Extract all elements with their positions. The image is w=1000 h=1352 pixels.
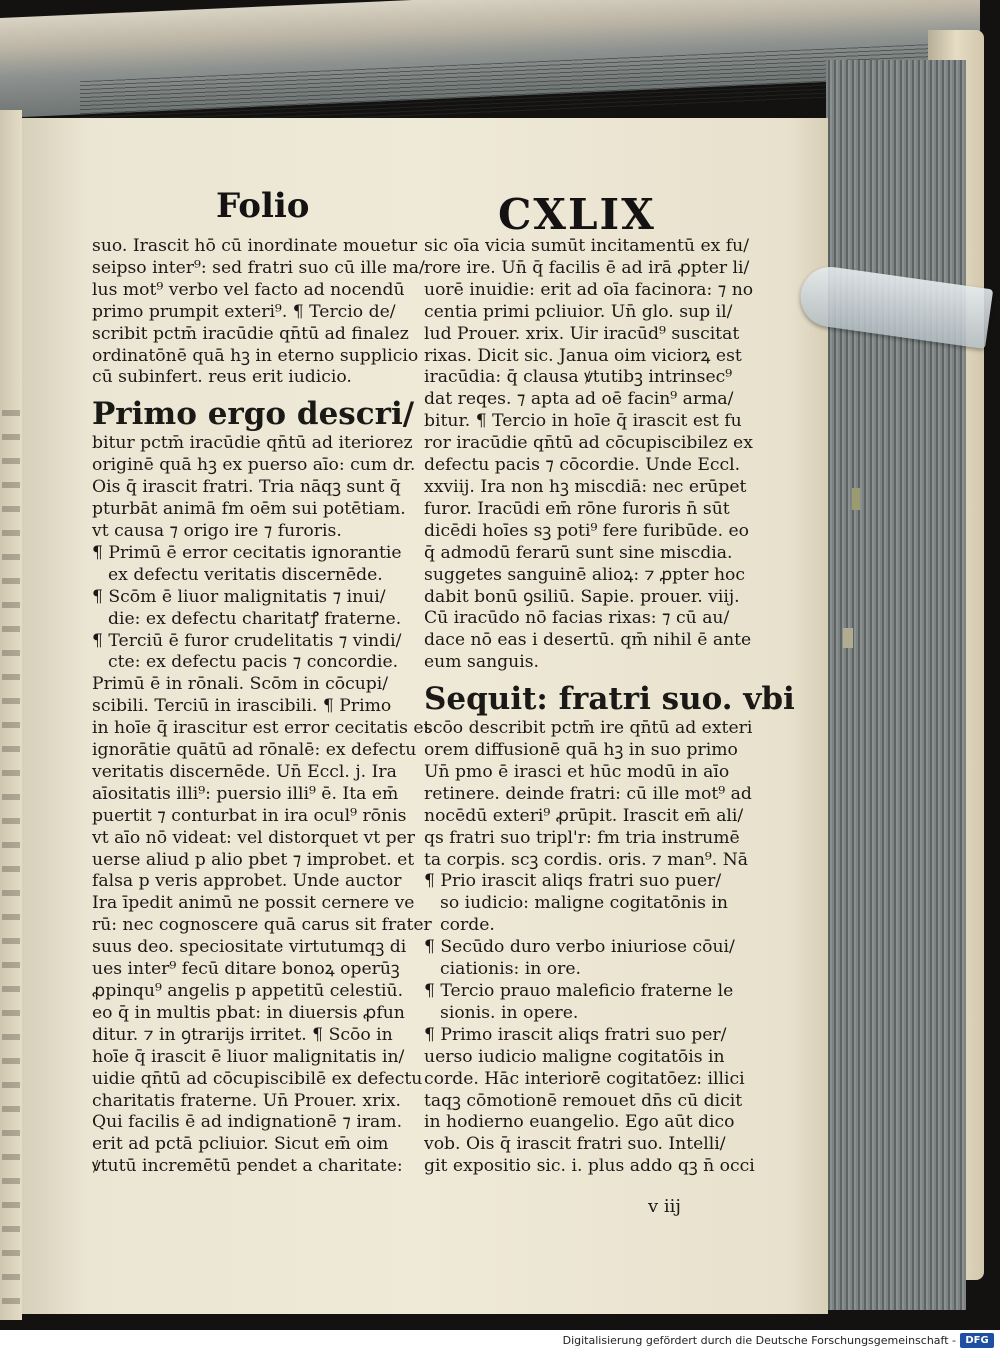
text-line: bitur. ¶ Tercio in hoīe q̄ irascit est fu: [424, 411, 742, 432]
text-line: rixas. Dicit sic. Janua oim viciorꝝ est: [424, 345, 742, 366]
text-line: pturbāt animā fm oēm sui potētiam.: [92, 499, 406, 520]
text-line: uorē inuidie: erit ad oīa facinora: ⁊ no: [424, 279, 754, 300]
page-tab-marker: [852, 488, 860, 510]
text-line: seipso inter⁹: sed fratri suo cū ille ma/: [92, 257, 425, 278]
text-line: Cū iracūdo nō facias rixas: ⁊ cū au/: [424, 608, 730, 629]
text-line: ¶ Prio irascit aliqs fratri suo puer/: [424, 871, 722, 892]
text-line: centia primi pcliuior. Un̄ glo. sup il/: [424, 301, 733, 322]
text-line: ¶ Primo irascit aliqs fratri suo per/: [424, 1024, 727, 1045]
text-line: eo q̄ in multis pbat: in diuersis ꝓfun: [92, 1002, 405, 1023]
text-line: ta corpis. scꝫ cordis. oris. ⁊ man⁹. Nā: [424, 849, 749, 870]
text-line: hoīe q̄ irascit ē liuor malignitatis in/: [92, 1046, 405, 1067]
text-line: aīositatis illi⁹: puersio illi⁹ ē. Ita em̄: [92, 783, 399, 804]
text-line: xxviij. Ira non hꝫ miscdiā: nec erūpet: [424, 476, 747, 497]
right-paragraph-b: [424, 718, 753, 871]
text-line: vob. Ois q̄ irascit fratri suo. Intelli/: [424, 1134, 726, 1155]
text-line: defectu pacis ⁊ cōcordie. Unde Eccl.: [424, 455, 741, 476]
text-line: git expositio sic. i. plus addo qꝫ n̄ occi: [424, 1156, 755, 1177]
text-line: vt causa ⁊ origo ire ⁊ furoris.: [92, 520, 342, 541]
right-list: [424, 871, 746, 1024]
text-line: corde.: [440, 915, 495, 936]
text-line: rū: nec cognoscere quā carus sit frater: [92, 915, 432, 936]
left-heading: Primo ergo descri/: [92, 396, 415, 433]
text-line: ues inter⁹ fecū ditare bonoꝝ operūꝫ: [92, 959, 400, 980]
right-text-column: [424, 236, 795, 1178]
text-line: dace nō eas i desertū. qm̄ nihil ē ante: [424, 630, 752, 651]
text-line: uidie qn̄tū ad cōcupiscibilē ex defectu: [92, 1068, 423, 1089]
text-line: ¶ Primū ē error cecitatis ignorantie: [92, 542, 402, 563]
footer-bar: [0, 1330, 1000, 1352]
left-list: [92, 543, 412, 674]
text-line: uerso iudicio maligne cogitatōis in: [424, 1046, 725, 1067]
text-line: Qui facilis ē ad indignationē ⁊ iram.: [92, 1112, 403, 1133]
text-line: veritatis discernēde. Un̄ Eccl. j. Ira: [92, 761, 397, 782]
text-line: cte: ex defectu pacis ⁊ concordie.: [108, 652, 399, 673]
text-line: vt aīo nō videat: vel distorquet vt per: [92, 827, 416, 848]
text-line: Primū ē in rōnali. Scōm in cōcupi/: [92, 674, 389, 695]
text-line: die: ex defectu charitatꝭ fraterne.: [108, 608, 402, 629]
page-fore-edge: [826, 60, 966, 1310]
text-line: ditur. ⁊ in ꝯtrarijs irritet. ¶ Scōo in: [92, 1024, 393, 1045]
folio-label: Folio: [216, 186, 310, 226]
page-tab-marker-lower: [843, 628, 853, 648]
text-line: q̄ admodū ferarū sunt sine miscdia.: [424, 542, 733, 563]
text-line: suus deo. speciositate virtutumqꝫ di: [92, 937, 407, 958]
left-paragraph-b: [92, 433, 416, 543]
footer-credit: Digitalisierung gefördert durch die Deutsche Forschungsgemeinschaft -: [562, 1334, 956, 1347]
text-line: retinere. deinde fratri: cū ille mot⁹ ad: [424, 783, 752, 804]
text-line: qs fratri suo tripl'r: fm tria instrumē: [424, 827, 740, 848]
text-line: uerse aliud p alio pbet ⁊ improbet. et: [92, 849, 415, 870]
left-paragraph-d: [92, 674, 432, 1178]
text-line: ¶ Secūdo duro verbo iniuriose cōui/: [424, 937, 735, 958]
text-line: primo prumpit exteri⁹. ¶ Tercio de/: [92, 301, 396, 322]
text-line: ciationis: in ore.: [440, 959, 581, 980]
text-line: ror iracūdie qn̄tū ad cōcupiscibilez ex: [424, 433, 753, 454]
text-line: dicēdi hoīes sꝫ poti⁹ fere furibūde. eo: [424, 520, 750, 541]
text-line: bitur pctm̄ iracūdie qn̄tū ad iteriorez: [92, 433, 413, 454]
right-paragraph-a: [424, 236, 754, 674]
text-line: corde. Hāc interiorē cogitatōez: illici: [424, 1068, 745, 1089]
text-line: in hoīe q̄ irascitur est error cecitatis et: [92, 718, 431, 739]
text-line: cū subinfert. reus erit iudicio.: [92, 367, 352, 388]
text-line: ꝓpinqu⁹ angelis p appetitū celestiū.: [92, 981, 404, 1001]
text-line: ¶ Scōm ē liuor malignitatis ⁊ inui/: [92, 586, 386, 607]
text-line: ¶ Tercio prauo maleficio fraterne le: [424, 981, 734, 1001]
text-line: so iudicio: maligne cogitatōnis in: [440, 893, 728, 914]
dfg-logo[interactable]: DFG: [960, 1333, 994, 1348]
text-line: ignorātie quātū ad rōnalē: ex defectu: [92, 740, 417, 761]
left-page-sliver: [0, 110, 22, 1320]
text-line: ex defectu veritatis discernēde.: [108, 564, 383, 585]
text-line: orem diffusionē quā hꝫ in suo primo: [424, 740, 738, 761]
left-paragraph-a: [92, 236, 425, 389]
text-line: in hodierno euangelio. Ego aūt dico: [424, 1112, 735, 1133]
text-line: charitatis fraterne. Un̄ Prouer. xrix.: [92, 1090, 401, 1111]
text-line: scibili. Terciū in irascibili. ¶ Primo: [92, 696, 392, 717]
text-line: puertit ⁊ conturbat in ira ocul⁹ rōnis: [92, 805, 407, 826]
text-line: dat reqes. ⁊ apta ad oē facin⁹ arma/: [424, 389, 734, 410]
text-line: eum sanguis.: [424, 652, 539, 673]
text-line: suggetes sanguinē alioꝝ: ⁊ ꝓpter hoc: [424, 564, 745, 585]
text-line: furor. Iracūdi em̄ rōne furoris n̄ sūt: [424, 498, 730, 519]
text-line: taqꝫ cōmotionē remouet dn̄s cū dicit: [424, 1090, 743, 1111]
text-line: iracūdia: q̄ clausa ꝟtutibꝫ intrinsec⁹: [424, 367, 733, 388]
text-line: ꝟtutū incremētū pendet a charitate:: [92, 1156, 403, 1177]
text-line: Ois q̄ irascit fratri. Tria nāqꝫ sunt q̄: [92, 477, 401, 498]
text-line: ordinatōnē quā hꝫ in eterno supplicio: [92, 345, 419, 366]
text-line: Ira īpedit animū ne possit cernere ve: [92, 893, 415, 914]
text-line: lud Prouer. xrix. Uir iracūd⁹ suscitat: [424, 323, 740, 344]
text-line: falsa p veris approbet. Unde auctor: [92, 871, 402, 892]
text-line: dabit bonū ꝯsiliū. Sapie. prouer. viij.: [424, 586, 740, 607]
text-line: sionis. in opere.: [440, 1002, 579, 1023]
text-line: scribit pctm̄ iracūdie qn̄tū ad finalez: [92, 323, 409, 344]
right-paragraph-d: [424, 1024, 755, 1178]
text-line: rore ire. Un̄ q̄ facilis ē ad irā ꝓpter li/: [424, 257, 750, 278]
signature-mark: v iij: [648, 1196, 681, 1217]
folio-number: CXLIX: [498, 190, 656, 239]
text-line: sic oīa vicia sumūt incitamentū ex fu/: [424, 236, 750, 256]
text-line: erit ad pctā pcliuior. Sicut em̄ oim: [92, 1134, 389, 1155]
right-heading: Sequit: fratri suo. vbi: [424, 681, 795, 718]
text-line: Un̄ pmo ē irasci et hūc modū in aīo: [424, 761, 730, 782]
left-text-column: [92, 236, 432, 1178]
text-line: originē quā hꝫ ex puerso aīo: cum dr.: [92, 455, 416, 476]
text-line: nocēdū exteri⁹ ꝓrūpit. Irascit em̄ ali/: [424, 805, 744, 826]
text-line: ¶ Terciū ē furor crudelitatis ⁊ vindi/: [92, 630, 402, 651]
text-line: suo. Irascit hō cū inordinate mouetur: [92, 236, 418, 256]
text-line: scōo describit pctm̄ ire qn̄tū ad exteri: [424, 718, 753, 739]
text-line: lus mot⁹ verbo vel facto ad nocendū: [92, 279, 405, 300]
